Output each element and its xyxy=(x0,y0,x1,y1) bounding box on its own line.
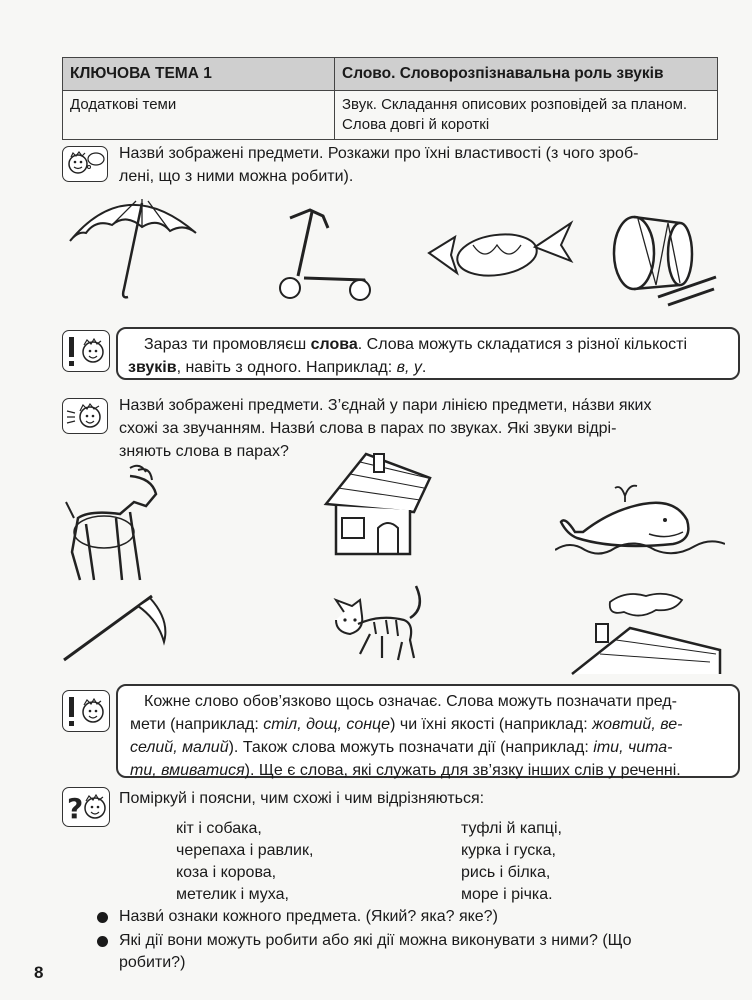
info-box-meaning xyxy=(116,684,740,778)
info1-keyword-sounds: звуків xyxy=(128,359,177,376)
question-icon xyxy=(62,787,110,827)
bullet-text-1: Назви́ ознаки кожного предмета. (Який? яка? яке?) xyxy=(119,908,498,925)
scythe-icon xyxy=(60,590,170,665)
info2-line2 xyxy=(130,713,728,736)
key-topic-label: КЛЮЧОВА ТЕМА 1 xyxy=(63,58,335,91)
page-number: 8 xyxy=(34,963,44,982)
task2-line3: зняють слова в парах? xyxy=(119,443,289,460)
exclamation-icon-2 xyxy=(62,690,110,732)
bullet-item-2 xyxy=(97,930,737,974)
speech-icon xyxy=(62,146,108,182)
info2-example-objects: стіл, дощ, сонце xyxy=(263,716,391,733)
bullet-list xyxy=(97,906,737,974)
info2-text-b: ) чи їхні якості (наприклад: xyxy=(390,716,593,733)
bullet-dot-icon xyxy=(97,936,108,947)
info-box-words xyxy=(116,327,740,380)
pair-item: море і річка. xyxy=(461,886,553,903)
scooter-icon xyxy=(268,198,378,306)
roof-smoke-icon xyxy=(570,590,725,675)
info1-example: в, у xyxy=(396,359,422,376)
drum-icon xyxy=(608,205,723,310)
info2-example-actions-b: ти, вмиватися xyxy=(130,762,245,779)
extra-topics-line1: Звук. Складання описових розповідей за планом. xyxy=(342,96,688,113)
info2-example-qualities-a: жовтий, ве- xyxy=(592,716,683,733)
info2-text-c: ). Також слова можуть позначати дії (наприклад: xyxy=(228,739,594,756)
pair-item: туфлі й капці, xyxy=(461,820,562,837)
umbrella-icon xyxy=(66,193,201,308)
pairs-right-list xyxy=(461,818,711,906)
task3-line1: Поміркуй і поясни, чим схожі і чим відрізняються: xyxy=(119,790,485,807)
pair-item: черепаха і равлик, xyxy=(176,842,314,859)
task2-line2: схожі за звучанням. Назви́ слова в парах по звуках. Які звуки відрі- xyxy=(119,420,617,437)
info2-example-actions-a: іти, чита- xyxy=(593,739,673,756)
task1-line2: лені, що з ними можна робити). xyxy=(119,168,354,185)
info2-line3 xyxy=(130,736,728,759)
task2-line1: Назви́ зображені предмети. З’єднай у пари лінією предмети, на́зви яких xyxy=(119,397,652,414)
key-topic-title: Слово. Словорозпізнавальна роль звуків xyxy=(335,58,718,91)
task1-line1: Назви́ зображені предмети. Розкажи про їхні властивості (з чого зроб- xyxy=(119,145,639,162)
pair-item: коза і корова, xyxy=(176,864,277,881)
info1-text-a: Зараз ти промовляєш xyxy=(144,336,311,353)
bullet-text-2a: Які дії вони можуть робити або які дії можна виконувати з ними? (Що xyxy=(119,932,632,949)
info2-text-d: ). Ще є слова, які служать для зв’язку інших слів у реченні. xyxy=(244,762,681,779)
info1-text-b: . Слова можуть складатися з різної кількості xyxy=(357,336,688,353)
info1-text-d: . xyxy=(421,359,427,376)
talking-boy-icon xyxy=(62,398,108,434)
pair-item: рись і білка, xyxy=(461,864,551,881)
info1-line2 xyxy=(128,356,728,379)
house-icon xyxy=(318,448,438,560)
candy-icon xyxy=(425,215,575,285)
svg-text:?: ? xyxy=(67,792,84,825)
pair-item: курка і гуска, xyxy=(461,842,556,859)
info2-example-qualities-b: селий, малий xyxy=(130,739,229,756)
extra-topics-line2: Слова довгі й короткі xyxy=(342,116,490,133)
bullet-text-2b: робити?) xyxy=(119,954,186,971)
bullet-dot-icon xyxy=(97,912,108,923)
info1-keyword-words: слова xyxy=(310,336,358,353)
whale-icon xyxy=(555,480,725,560)
extra-topics-label: Додаткові теми xyxy=(63,91,335,140)
info1-text-c: , навіть з одного. Наприклад: xyxy=(176,359,397,376)
info2-line4 xyxy=(130,759,728,782)
info2-text-a: мети (наприклад: xyxy=(130,716,264,733)
info1-line1 xyxy=(144,333,728,356)
pairs-left-list xyxy=(176,818,426,906)
pair-item: кіт і собака, xyxy=(176,820,262,837)
pair-item: метелик і муха, xyxy=(176,886,289,903)
extra-topics-text xyxy=(335,91,718,140)
exclamation-icon xyxy=(62,330,110,372)
task1-text xyxy=(119,142,739,188)
bullet-item-1 xyxy=(97,906,737,928)
topic-table xyxy=(62,57,718,140)
info2-line1: Кожне слово обов’язково щось означає. Слова можуть позначати пред- xyxy=(144,693,677,710)
goat-icon xyxy=(60,462,165,587)
cat-icon xyxy=(330,578,430,668)
